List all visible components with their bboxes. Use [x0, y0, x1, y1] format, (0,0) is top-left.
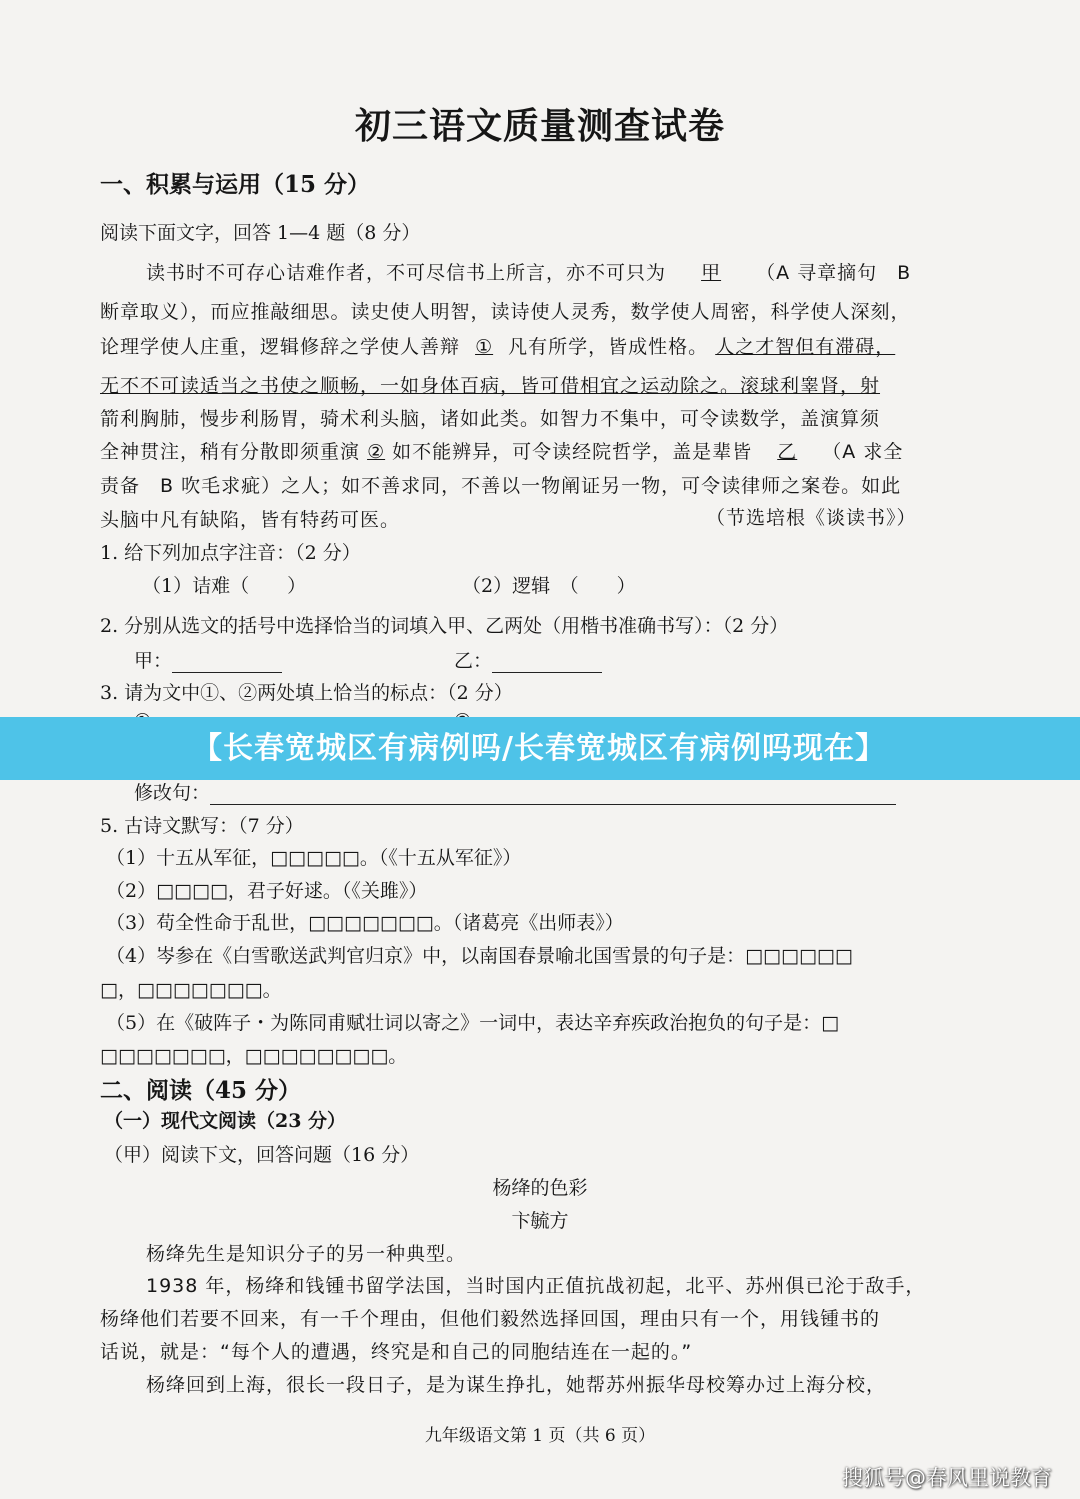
article-para: 杨绛回到上海，很长一段日子，是为谋生挣扎，她帮苏州振华母校筹办过上海分校， — [146, 1374, 887, 1396]
watermark: 搜狐号@春风里说教育 — [842, 1466, 1052, 1490]
headline-banner[interactable]: 【长春宽城区有病例吗/长春宽城区有病例吗现在】 — [0, 717, 1080, 780]
passage-line-2: 断章取义），而应推敲细思。读史使人明智，读诗使人灵秀，数学使人周密，科学使人深刻， — [100, 301, 911, 323]
fill-blank-jia: 甲 — [701, 262, 722, 284]
question-2-a — [134, 646, 282, 673]
poem-item: （2）□□□□，君子好逑。（《关雎》） — [106, 880, 428, 902]
section2-sub: （一）现代文阅读（23 分） — [104, 1110, 347, 1132]
question-1-a: （1）诘难（ ） — [142, 575, 307, 597]
label-jia: 甲： — [134, 650, 173, 672]
section2-instruction: （甲）阅读下文，回答问题（16 分） — [104, 1144, 420, 1166]
poem-item: □□□□□□□，□□□□□□□□。 — [100, 1045, 408, 1067]
label-yi: 乙： — [454, 650, 493, 672]
fill-blank-yi: 乙 — [777, 441, 798, 463]
poem-item: （1）十五从军征，□□□□□。（《十五从军征》） — [106, 847, 522, 869]
poem-item: （4）岑参在《白雪歌送武判官归京》中，以南国春景喻北国雪景的句子是：□□□□□□ — [106, 945, 853, 967]
question-1: 1. 给下列加点字注音：（2 分） — [100, 542, 361, 564]
passage-text: 论理学使人庄重，逻辑修辞之学使人善辩 — [100, 336, 461, 358]
poem-item: （5）在《破阵子・为陈同甫赋壮词以寄之》一词中，表达辛弃疾政治抱负的句子是：□ — [106, 1012, 840, 1034]
passage-line-7: 责备 B 吹毛求疵）之人；如不善求同，不善以一物阐证另一物，可令读律师之案卷。如此 — [100, 475, 902, 497]
underlined-sentence: 人之才智但有滞碍， — [715, 336, 896, 358]
answer-blank[interactable] — [172, 654, 282, 673]
question-2: 2. 分别从选文的括号中选择恰当的词填入甲、乙两处（用楷书准确书写）：（2 分） — [100, 615, 789, 637]
passage-line-1 — [146, 258, 911, 285]
circled-mark-2: ② — [367, 441, 386, 463]
page-footer: 九年级语文第 1 页（共 6 页） — [424, 1426, 656, 1446]
article-title: 杨绛的色彩 — [492, 1177, 588, 1199]
article-para: 杨绛先生是知识分子的另一种典型。 — [146, 1243, 467, 1265]
passage-option: （A 求全 — [822, 441, 904, 463]
answer-blank[interactable] — [492, 654, 602, 673]
question-4-fix — [134, 778, 896, 805]
passage-text: 如不能辨异，可令读经院哲学，盖是辈皆 — [392, 441, 753, 463]
passage-line-4: 无不不可读适当之书使之顺畅，一如身体百病，皆可借相宜之运动除之。滚球利睾肾，射 — [100, 375, 881, 397]
article-para: 1938 年，杨绛和钱锺书留学法国，当时国内正值抗战初起，北平、苏州俱已沦于敌手， — [146, 1275, 926, 1297]
question-5: 5. 古诗文默写：（7 分） — [100, 815, 304, 837]
poem-item: （3）苟全性命于乱世，□□□□□□□。（诸葛亮《出师表》） — [106, 912, 624, 934]
passage-line-6 — [100, 437, 903, 464]
section1-heading: 一、积累与运用（15 分） — [100, 171, 371, 198]
passage-option: （A 寻章摘句 B — [756, 262, 912, 284]
poem-item: □，□□□□□□□。 — [100, 979, 282, 1001]
passage-line-3 — [100, 332, 895, 359]
section2-heading: 二、阅读（45 分） — [100, 1077, 302, 1104]
page-title: 初三语文质量测查试卷 — [354, 105, 725, 147]
article-author: 卞毓方 — [511, 1210, 569, 1232]
passage-line-8: 头脑中凡有缺陷，皆有特药可医。 — [100, 509, 401, 531]
passage-text: 凡有所学，皆成性格。 — [508, 336, 709, 358]
passage-line-5: 箭利胸肺，慢步利肠胃，骑术利头脑，诸如此类。如智力不集中，可令读数学，盖演算须 — [100, 408, 881, 430]
passage-text: 读书时不可存心诘难作者，不可尽信书上所言，亦不可只为 — [146, 262, 667, 284]
question-3: 3. 请为文中①、②两处填上恰当的标点：（2 分） — [100, 682, 513, 704]
circled-mark-1: ① — [475, 336, 494, 358]
article-para: 话说，就是：“每个人的遭遇，终究是和自己的同胞结连在一起的。” — [100, 1341, 693, 1363]
article-para: 杨绛他们若要不回来，有一千个理由，但他们毅然选择回国，理由只有一个，用钱锺书的 — [100, 1308, 881, 1330]
section1-instruction: 阅读下面文字，回答 1—4 题（8 分） — [100, 222, 421, 244]
question-1-b: （2）逻辑 （ ） — [462, 575, 636, 597]
passage-text: 全神贯注，稍有分散即须重演 — [100, 441, 361, 463]
label-fix: 修改句： — [134, 782, 211, 804]
answer-blank[interactable] — [210, 786, 896, 805]
question-2-b — [454, 646, 602, 673]
passage-source: （节选培根《谈读书》） — [706, 507, 917, 529]
